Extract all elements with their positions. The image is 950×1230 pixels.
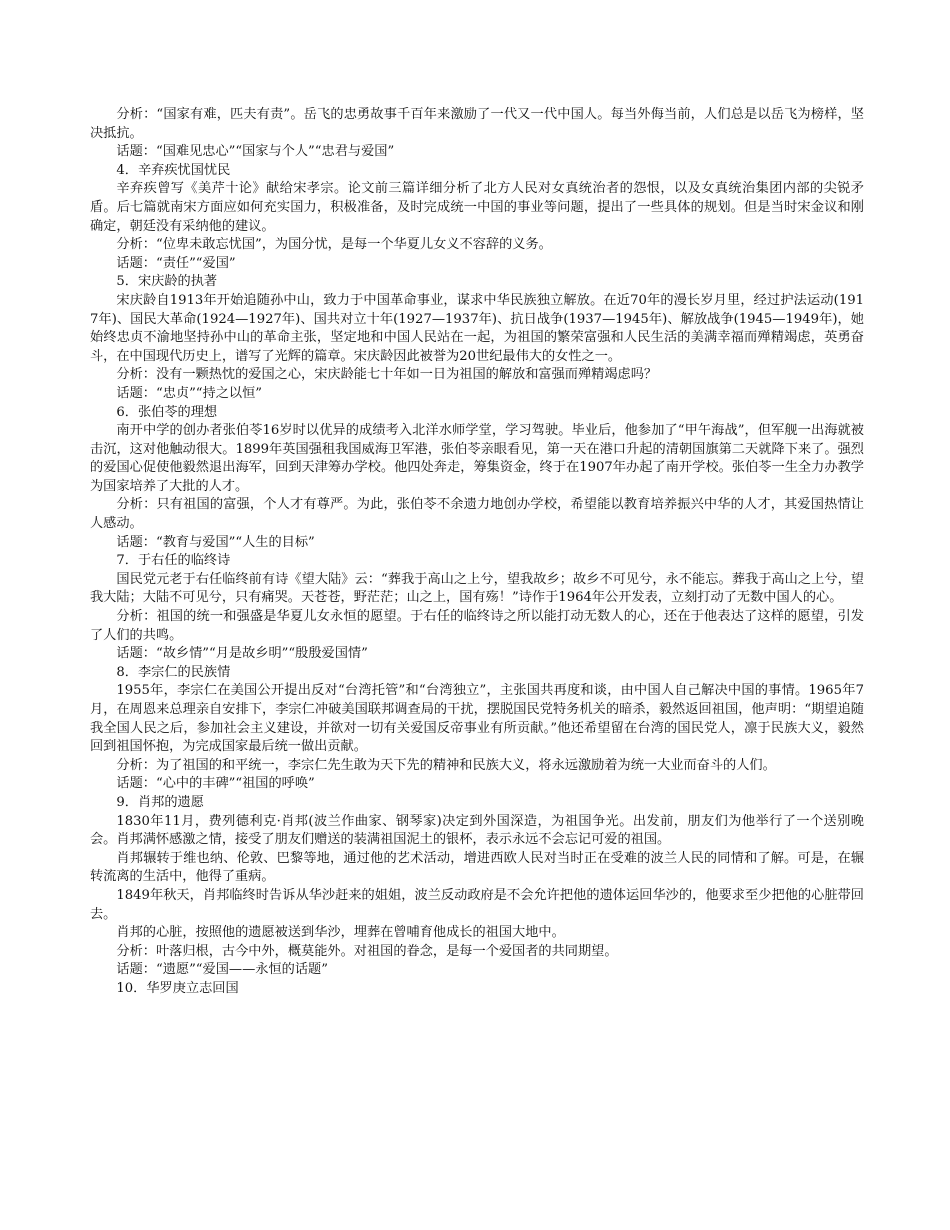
body-paragraph: 肖邦辗转于维也纳、伦敦、巴黎等地，通过他的艺术活动，增进西欧人民对当时正在受难的波兰人民的同情和了解。可是，在辗转流离的生活中，他得了重病。 [90,850,864,885]
body-paragraph: 1830年11月，费列德利克·肖邦(波兰作曲家、钢琴家)决定到外国深造，为祖国争光。出发前，朋友们为他举行了一个送别晚会。肖邦满怀感激之情，接受了朋友们赠送的装满祖国泥土的银杯，表示永远不会忘记可爱的祖国。 [90,813,864,848]
body-paragraph: 南开中学的创办者张伯苓16岁时以优异的成绩考入北洋水师学堂，学习驾驶。毕业后，他参加了“甲午海战”，但军舰一出海就被击沉，这对他触动很大。1899年英国强租我国威海卫军港，张伯苓亲眼看见，第一天在港口升起的清朝国旗第二天就降下来了。强烈的爱国心促使他毅然退出海军，回到天津筹办学校。他四处奔走，筹集资金，终于在1907年办起了南开学校。张伯苓一生全力办教学为国家培养了大批的人才。 [90,423,864,494]
body-paragraph: 国民党元老于右任临终前有诗《望大陆》云：“葬我于高山之上兮，望我故乡；故乡不可见兮，永不能忘。葬我于高山之上兮，望我大陆；大陆不可见兮，只有痛哭。天苍苍，野茫茫；山之上，国有殇！”诗作于1964年公开发表，立刻打动了无数中国人的心。 [90,571,864,606]
section-heading: 4．辛弃疾忧国忧民 [116,162,231,178]
body-paragraph: 1955年，李宗仁在美国公开提出反对“台湾托管”和“台湾独立”，主张国共再度和谈，由中国人自己解决中国的事情。1965年7月，在周恩来总理亲自安排下，李宗仁冲破美国联邦调查局的干扰，摆脱国民党特务机关的暗杀，毅然返回祖国，他声明：“期望追随我全国人民之后，参加社会主义建设，并欲对一切有关爱国反帝事业有所贡献。”他还希望留在台湾的国民党人，凛于民族大义，毅然回到祖国怀抱，为完成国家最后统一做出贡献。 [90,683,864,755]
body-paragraph: 1849年秋天，肖邦临终时告诉从华沙赶来的姐姐，波兰反动政府是不会允许把他的遗体运回华沙的，他要求至少把他的心脏带回去。 [90,887,864,922]
body-paragraph: 辛弃疾曾写《美芹十论》献给宋孝宗。论文前三篇详细分析了北方人民对女真统治者的怨恨，以及女真统治集团内部的尖锐矛盾。后七篇就南宋方面应如何充实国力，积极准备，及时完成统一中国的事业等问题，提出了一些具体的规划。但是当时宋金议和刚确定，朝廷没有采纳他的建议。 [90,181,864,234]
topic-paragraph: 话题：“忠贞”“持之以恒” [116,385,263,401]
section-heading: 5．宋庆龄的执著 [116,274,218,290]
analysis-paragraph: 分析：祖国的统一和强盛是华夏儿女永恒的愿望。于右任的临终诗之所以能打动无数人的心，还在于他表达了这样的愿望，引发了人们的共鸣。 [90,609,864,643]
analysis-paragraph: 分析：“国家有难，匹夫有责”。岳飞的忠勇故事千百年来激励了一代又一代中国人。每当外侮当前，人们总是以岳飞为榜样，坚决抵抗。 [90,107,864,141]
analysis-paragraph: 分析：只有祖国的富强，个人才有尊严。为此，张伯苓不余遗力地创办学校，希望能以教育培养振兴中华的人才，其爱国热情让人感动。 [90,497,864,532]
section-heading: 8．李宗仁的民族情 [116,664,231,680]
analysis-paragraph: 分析：为了祖国的和平统一，李宗仁先生敢为天下先的精神和民族大义，将永远激励着为统一大业而奋斗的人们。 [116,757,776,773]
body-paragraph: 宋庆龄自1913年开始追随孙中山，致力于中国革命事业，谋求中华民族独立解放。在近70年的漫长岁月里，经过护法运动(1917年)、国民大革命(1924—1927年)、国共对立十年(1927—1937年)、抗日战争(1937—1945年)、解放战争(1945—1949年)，她始终忠贞不渝地坚持孙中山的革命主张，坚定地和中国人民站在一起，为祖国的繁荣富强和人民生活的美满幸福而殚精竭虑，英勇奋斗，在中国现代历史上，谱写了光辉的篇章。宋庆龄因此被誉为20世纪最伟大的女性之一。 [90,292,864,364]
section-heading: 6．张伯苓的理想 [116,404,218,420]
section-heading: 9．肖邦的遗愿 [116,794,204,810]
topic-paragraph: 话题：“责任”“爱国” [116,255,236,271]
body-paragraph: 肖邦的心脏，按照他的遗愿被送到华沙，埋葬在曾哺育他成长的祖国大地中。 [116,925,565,941]
topic-paragraph: 话题：“遗愿”“爱国——永恒的话题” [116,962,328,978]
topic-paragraph: 话题：“心中的丰碑”“祖国的呼唤” [116,776,315,792]
topic-paragraph: 话题：“国难见忠心”“国家与个人”“忠君与爱国” [116,144,395,160]
analysis-paragraph: 分析：“位卑未敢忘忧国”，为国分忧，是每一个华夏儿女义不容辞的义务。 [116,237,552,253]
section-heading: 7．于右任的临终诗 [116,553,231,569]
topic-paragraph: 话题：“教育与爱国”“人生的目标” [116,534,315,550]
topic-paragraph: 话题：“故乡情”“月是故乡明”“殷殷爱国情” [116,646,368,662]
analysis-paragraph: 分析：叶落归根，古今中外，概莫能外。对祖国的眷念，是每一个爱国者的共同期望。 [116,943,618,959]
analysis-paragraph: 分析：没有一颗热忱的爱国之心，宋庆龄能七十年如一日为祖国的解放和富强而殚精竭虑吗？ [116,367,658,383]
section-heading: 10．华罗庚立志回国 [116,980,239,996]
